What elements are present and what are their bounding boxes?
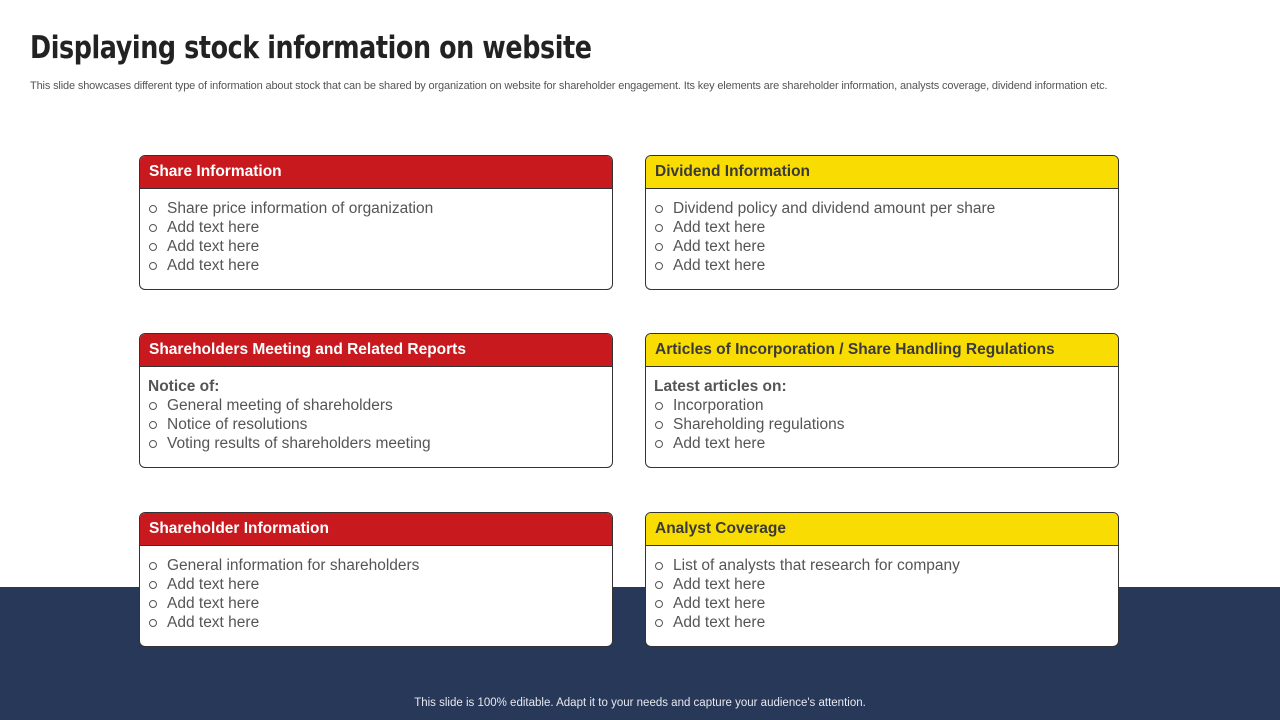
bullet-list [148,199,604,275]
share-information-card [139,155,613,290]
card-header: Articles of Incorporation / Share Handling Regulations [646,334,1118,367]
list-item-text: Add text here [673,614,766,631]
list-item [148,237,604,256]
list-item-text: General meeting of shareholders [167,397,393,414]
circle-bullet-icon [655,262,663,270]
circle-bullet-icon [149,562,157,570]
circle-bullet-icon [149,581,157,589]
bullet-list [654,199,1110,275]
list-item [148,396,604,415]
list-item-text: Add text here [673,576,766,593]
list-item-text: Add text here [673,595,766,612]
circle-bullet-icon [655,205,663,213]
list-item [148,613,604,632]
circle-bullet-icon [655,600,663,608]
card-header: Analyst Coverage [646,513,1118,546]
card-header: Dividend Information [646,156,1118,189]
shareholders-meeting-card [139,333,613,468]
list-item-text: Add text here [673,238,766,255]
shareholder-information-card [139,512,613,647]
circle-bullet-icon [655,224,663,232]
list-item [654,218,1110,237]
list-item-text: Dividend policy and dividend amount per share [673,200,996,217]
bullet-list [654,556,1110,632]
circle-bullet-icon [655,421,663,429]
card-body [646,367,1118,453]
circle-bullet-icon [655,243,663,251]
list-item-text: List of analysts that research for company [673,557,960,574]
circle-bullet-icon [655,402,663,410]
circle-bullet-icon [149,205,157,213]
list-item [148,556,604,575]
card-header: Shareholders Meeting and Related Reports [140,334,612,367]
list-item-text: Add text here [167,576,260,593]
list-item-text: General information for shareholders [167,557,420,574]
list-item [654,434,1110,453]
list-item [654,594,1110,613]
list-item-text: Add text here [167,595,260,612]
list-item [654,237,1110,256]
list-item [148,434,604,453]
list-item [148,218,604,237]
list-item [148,256,604,275]
card-body [140,546,612,632]
dividend-information-card [645,155,1119,290]
list-item [654,556,1110,575]
list-item-text: Add text here [673,219,766,236]
footer-text: This slide is 100% editable. Adapt it to your needs and capture your audience's attention. [414,697,866,709]
card-heading: Latest articles on: [654,378,787,395]
circle-bullet-icon [149,440,157,448]
list-item-text: Notice of resolutions [167,416,308,433]
list-item [148,199,604,218]
card-heading: Notice of: [148,378,220,395]
slide-title: Displaying stock information on website [30,30,592,66]
circle-bullet-icon [149,243,157,251]
card-header: Shareholder Information [140,513,612,546]
list-item [148,594,604,613]
list-item-text: Add text here [673,257,766,274]
card-body [646,546,1118,632]
bullet-list [148,556,604,632]
card-header: Share Information [140,156,612,189]
circle-bullet-icon [655,619,663,627]
circle-bullet-icon [655,562,663,570]
list-item-text: Add text here [167,614,260,631]
circle-bullet-icon [655,581,663,589]
card-body [140,367,612,453]
list-item [654,256,1110,275]
list-item [654,415,1110,434]
circle-bullet-icon [149,421,157,429]
list-item-text: Voting results of shareholders meeting [167,435,431,452]
list-item-text: Share price information of organization [167,200,434,217]
list-item [148,575,604,594]
list-item [148,415,604,434]
list-item-text: Shareholding regulations [673,416,845,433]
list-item [654,613,1110,632]
circle-bullet-icon [149,224,157,232]
circle-bullet-icon [655,440,663,448]
list-item [654,396,1110,415]
circle-bullet-icon [149,402,157,410]
analyst-coverage-card [645,512,1119,647]
list-item-text: Add text here [167,257,260,274]
list-item [654,199,1110,218]
card-body [646,189,1118,275]
bullet-list [654,396,1110,453]
list-item-text: Add text here [167,238,260,255]
list-item-text: Add text here [673,435,766,452]
articles-of-incorporation-card [645,333,1119,468]
list-item-text: Add text here [167,219,260,236]
bullet-list [148,396,604,453]
circle-bullet-icon [149,619,157,627]
circle-bullet-icon [149,262,157,270]
card-body [140,189,612,275]
list-item-text: Incorporation [673,397,764,414]
circle-bullet-icon [149,600,157,608]
list-item [654,575,1110,594]
slide-subtitle: This slide showcases different type of information about stock that can be shared by organization on website for shareholder engagement. Its key elements are shareholder information, analysts coverage, dividend information etc. [30,80,1108,92]
